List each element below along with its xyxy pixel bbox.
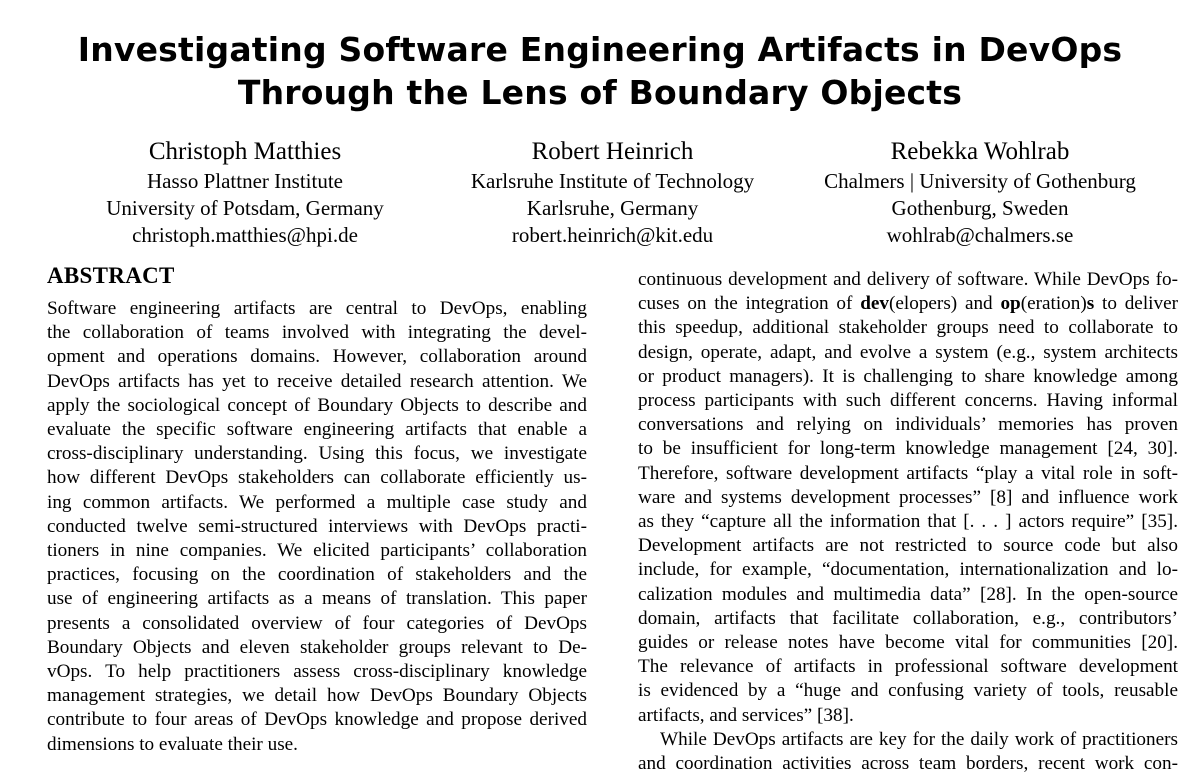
author-heinrich (455, 136, 770, 249)
abstract-line: dimensions to evaluate their use. (47, 733, 298, 755)
intro-line: process participants with such different concerns. Having informal (638, 390, 1178, 412)
intro-line: calization modules and multimedia data” [28]. In the open-source (638, 583, 1178, 605)
abstract-line: practices, focusing on the coordination of stakeholders and the (47, 564, 587, 586)
abstract-body (47, 297, 587, 757)
intro-para2-line: and coordination activities across team borders, recent work con- (638, 753, 1178, 775)
abstract-line: use of engineering artifacts as a means of translation. This paper (47, 588, 587, 610)
intro-line: include, for example, “documentation, internationalization and lo- (638, 559, 1178, 581)
intro-line: continuous development and delivery of software. While DevOps fo- (638, 269, 1178, 290)
abstract-line: the collaboration of teams involved with integrating the devel- (47, 322, 587, 344)
abstract-line: apply the sociological concept of Boundary Objects to describe and (47, 394, 587, 416)
intro-line: as they “capture all the information that [. . . ] actors require” [35]. (638, 511, 1178, 533)
intro-line: domain, artifacts that facilitate collaboration, e.g., contributors’ (638, 607, 1178, 629)
title-line-1: Investigating Software Engineering Artifacts in DevOps (77, 30, 1123, 69)
abstract-line: vOps. To help practitioners assess cross-disciplinary knowledge (47, 661, 587, 683)
author-block (0, 136, 1200, 252)
abstract-line: how different DevOps stakeholders can collaborate efficiently us- (47, 467, 587, 489)
intro-text: (eration) (1020, 293, 1087, 315)
intro-line: The relevance of artifacts in professional software development (638, 656, 1178, 678)
abstract-heading: ABSTRACT (47, 263, 175, 288)
intro-line: to be insufficient for long-term knowledge management [24, 30]. (638, 438, 1178, 460)
abstract-line: ing common artifacts. We performed a multiple case study and (47, 491, 587, 513)
intro-text: (elopers) and (888, 293, 1001, 315)
intro-line: conversations and relying on individuals’ memories has proven (638, 414, 1178, 436)
author-email: wohlrab@chalmers.se (886, 223, 1074, 247)
abstract-line: conducted twelve semi-structured interviews with DevOps practi- (47, 515, 587, 537)
intro-line: design, operate, adapt, and evolve a system (e.g., system architects (638, 341, 1178, 363)
intro-line: artifacts, and services” [38]. (638, 704, 854, 726)
intro-para2-line: While DevOps artifacts are key for the daily work of practitioners (660, 728, 1178, 750)
abstract-line: management strategies, we detail how DevOps Boundary Objects (47, 685, 587, 707)
author-location: University of Potsdam, Germany (106, 196, 384, 220)
author-matthies (95, 136, 395, 249)
author-affiliation: Karlsruhe Institute of Technology (470, 169, 755, 193)
abstract-line: Boundary Objects and eleven stakeholder groups relevant to De- (47, 636, 587, 658)
intro-line: ware and systems development processes” [8] and influence work (638, 486, 1178, 508)
author-affiliation: Chalmers | University of Gothenburg (824, 169, 1136, 193)
title-line-2: Through the Lens of Boundary Objects (237, 73, 963, 112)
author-name: Rebekka Wohlrab (890, 138, 1070, 165)
intro-line: this speedup, additional stakeholder groups need to collaborate to (638, 317, 1178, 339)
intro-bold-op: op (1000, 293, 1021, 315)
abstract-line: Software engineering artifacts are central to DevOps, enabling (47, 298, 587, 319)
intro-bold-dev: dev (860, 293, 889, 315)
abstract-line: cross-disciplinary understanding. Using this focus, we investigate (47, 443, 587, 465)
author-location: Karlsruhe, Germany (526, 196, 699, 220)
author-location: Gothenburg, Sweden (891, 196, 1069, 220)
intro-text: to deliver (1094, 293, 1178, 315)
author-name: Christoph Matthies (148, 138, 342, 165)
author-name: Robert Heinrich (531, 138, 694, 165)
author-wohlrab (800, 136, 1160, 249)
abstract-line: evaluate the specific software engineering artifacts that enable a (47, 419, 587, 441)
abstract-line: opment and operations domains. However, collaboration around (47, 346, 587, 368)
intro-line-devops (638, 292, 1178, 316)
intro-text: cuses on the integration of (638, 293, 861, 315)
abstract-line: presents a consolidated overview of four categories of DevOps (47, 612, 587, 634)
intro-line: Development artifacts are not restricted to source code but also (638, 535, 1178, 557)
intro-line: or product managers). It is challenging to share knowledge among (638, 365, 1178, 387)
introduction-body (638, 268, 1178, 776)
intro-line: Therefore, software development artifacts “play a vital role in soft- (638, 462, 1178, 484)
intro-line: is evidenced by a “huge and confusing variety of tools, reusable (638, 680, 1178, 702)
abstract-line: DevOps artifacts has yet to receive detailed research attention. We (47, 370, 587, 392)
author-affiliation: Hasso Plattner Institute (147, 169, 343, 193)
abstract-line: contribute to four areas of DevOps knowledge and propose derived (47, 709, 587, 731)
intro-bold-s: s (1086, 293, 1095, 315)
abstract-line: tioners in nine companies. We elicited participants’ collaboration (47, 540, 587, 562)
author-email: christoph.matthies@hpi.de (132, 223, 358, 247)
intro-line: guides or release notes have become vital for communities [20]. (638, 632, 1178, 654)
paper-title (0, 28, 1200, 114)
author-email: robert.heinrich@kit.edu (511, 223, 714, 247)
